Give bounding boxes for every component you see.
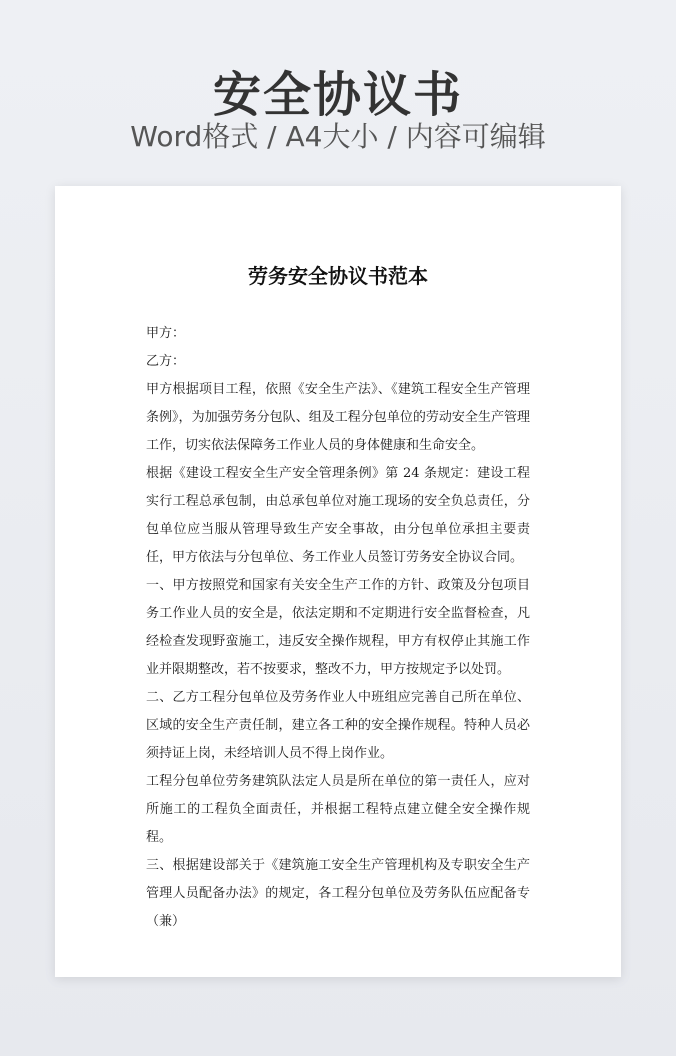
banner-subtitle: Word格式 / A4大小 / 内容可编辑 <box>130 120 546 153</box>
paragraph: 三、根据建设部关于《建筑施工安全生产管理机构及专职安全生产管理人员配备办法》的规定，各工程分包单位及劳务队伍应配备专（兼） <box>146 858 530 929</box>
paragraph: 工程分包单位劳务建筑队法定人员是所在单位的第一责任人，应对所施工的工程负全面责任，并根据工程特点建立健全安全操作规程。 <box>146 774 530 845</box>
paragraph: 根据《建设工程安全生产安全管理条例》第 24 条规定：建设工程实行工程总承包制，由总承包单位对施工现场的安全负总责任，分包单位应当服从管理导致生产安全事故，由分包单位承担主要责任，甲方依法与分包单位、务工作业人员签订劳务安全协议合同。 <box>146 466 530 565</box>
document-title: 劳务安全协议书范本 <box>248 264 428 288</box>
paragraph: 甲方根据项目工程，依照《安全生产法》、《建筑工程安全生产管理条例》，为加强劳务分包队、组及工程分包单位的劳动安全生产管理工作，切实依法保障务工作业人员的身体健康和生命安全。 <box>146 382 530 453</box>
paragraph-party-b: 乙方： <box>146 354 186 369</box>
banner-title: 安全协议书 <box>212 67 463 123</box>
paragraph-party-a: 甲方： <box>146 326 186 341</box>
paragraph: 二、乙方工程分包单位及劳务作业人中班组应完善自己所在单位、区域的安全生产责任制，建立各工种的安全操作规程。特种人员必须持证上岗，未经培训人员不得上岗作业。 <box>146 690 530 761</box>
document-body <box>146 320 530 936</box>
document-page <box>55 186 621 977</box>
paragraph: 一、甲方按照党和国家有关安全生产工作的方针、政策及分包项目务工作业人员的安全是，依法定期和不定期进行安全监督检查，凡经检查发现野蛮施工，违反安全操作规程，甲方有权停止其施工作业并限期整改，若不按要求，整改不力，甲方按规定予以处罚。 <box>146 578 530 677</box>
